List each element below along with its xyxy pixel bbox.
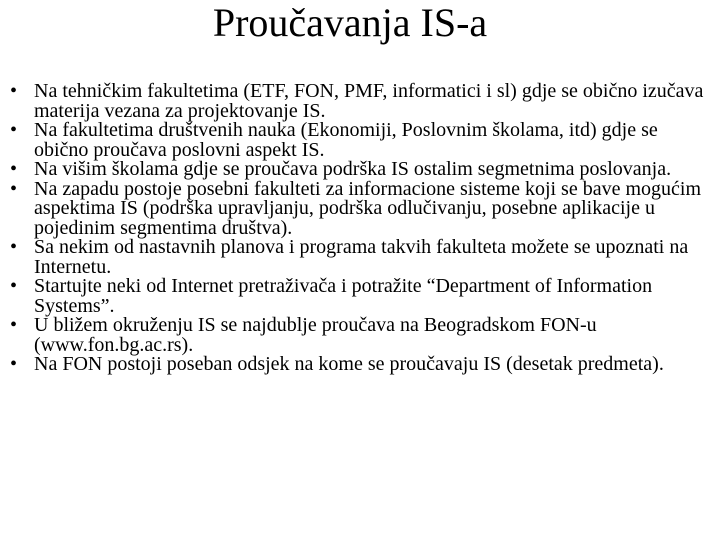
bullet-icon: • (10, 236, 18, 258)
bullet-text: Na fakultetima društvenih nauka (Ekonomiji, Poslovnim školama, itd) gdje se obično proučava poslovni aspekt IS. (34, 119, 658, 161)
bullet-icon: • (10, 119, 18, 141)
bullet-text: Na zapadu postoje posebni fakulteti za informacione sisteme koji se bave mogućim aspektima IS (podrška upravljanju, podrška odlučivanju, posebne aplikacije u pojedinim segmentima društva). (34, 177, 702, 239)
bullet-text: Sa nekim od nastavnih planova i programa takvih fakulteta možete se upoznati na Internetu. (34, 236, 689, 278)
bullet-text: Na tehničkim fakultetima (ETF, FON, PMF, informatici i sl) gdje se obično izučava materija vezana za projektovanje IS. (34, 80, 704, 122)
bullet-icon: • (10, 80, 18, 102)
bullet-text: Na FON postoji poseban odsjek na kome se proučavaju IS (desetak predmeta). (34, 353, 664, 375)
bullet-item (10, 82, 710, 121)
bullet-item (10, 316, 710, 355)
bullet-text: U bližem okruženju IS se najdublje proučava na Beogradskom FON-u (www.fon.bg.ac.rs). (34, 314, 597, 356)
bullet-item (10, 238, 710, 277)
bullet-icon: • (10, 177, 18, 200)
bullet-text: Startujte neki od Internet pretraživača i potražite “Department of Information Systems”. (34, 275, 653, 317)
bullet-item (10, 160, 710, 180)
bullet-icon: • (10, 314, 18, 336)
bullet-item (10, 177, 710, 239)
bullet-icon: • (10, 275, 18, 297)
bullet-icon: • (10, 158, 18, 180)
slide-title: Proučavanja IS-a (212, 0, 488, 45)
bullet-list (10, 82, 710, 375)
bullet-item (10, 121, 710, 160)
bullet-text: Na višim školama gdje se proučava podrška IS ostalim segmetnima poslovanja. (34, 158, 672, 180)
bullet-item (10, 355, 710, 375)
bullet-item (10, 277, 710, 316)
bullet-icon: • (10, 353, 18, 375)
